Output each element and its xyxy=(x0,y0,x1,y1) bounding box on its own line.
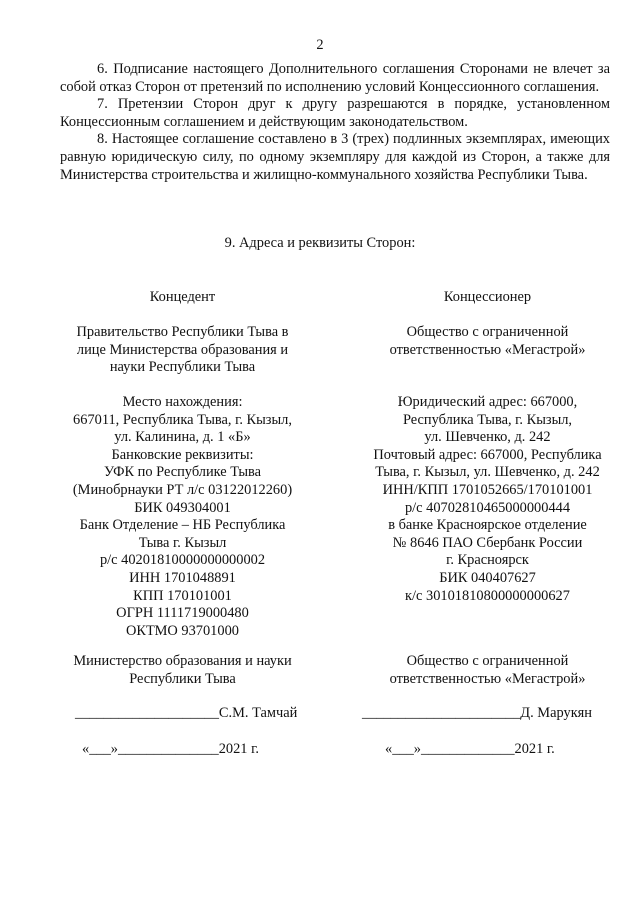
right-signer-org-line: ответственностью «Мегастрой» xyxy=(389,670,586,687)
right-signature-date: «___»_____________2021 г. xyxy=(385,741,555,757)
left-signature-date: «___»______________2021 г. xyxy=(82,741,259,757)
left-detail-line: Банк Отделение – НБ Республика xyxy=(79,517,286,534)
right-detail-line: Республика Тыва, г. Кызыл, xyxy=(402,411,573,428)
left-detail-line: Банковские реквизиты: xyxy=(111,446,254,463)
left-detail-line: ИНН 1701048891 xyxy=(129,569,236,586)
left-party-details xyxy=(45,394,320,640)
right-signer-org-line: Общество с ограниченной xyxy=(406,653,569,669)
left-detail-line: БИК 049304001 xyxy=(134,499,231,516)
left-detail-line: Тыва г. Кызыл xyxy=(138,534,227,551)
section-title: 9. Адреса и реквизиты Сторон: xyxy=(224,235,416,251)
paragraph-7: 7. Претензии Сторон друг к другу разрешаются в порядке, установленном Концессионным соглашением и действующим законодательством. xyxy=(60,96,610,130)
right-party-role: Концессионер xyxy=(443,289,532,305)
left-detail-line: ОКТМО 93701000 xyxy=(126,622,239,639)
left-detail-line: 667011, Республика Тыва, г. Кызыл, xyxy=(73,411,292,428)
left-signer-org-line: Республики Тыва xyxy=(129,670,236,687)
left-detail-line: ул. Калинина, д. 1 «Б» xyxy=(114,429,251,446)
paragraph-8: 8. Настоящее соглашение составлено в 3 (трех) подлинных экземплярах, имеющих равную юридическую силу, по одному экземпляру для каждой из Сторон, а также для Министерства строительства и жилищно-коммунального хозяйства Республики Тыва. xyxy=(60,131,610,183)
closing-provisions xyxy=(60,61,610,184)
left-party-role: Концедент xyxy=(149,289,216,305)
right-party-name-line: Общество с ограниченной xyxy=(406,324,569,340)
left-detail-line: Место нахождения: xyxy=(122,394,243,410)
right-detail-line: ИНН/КПП 1701052665/170101001 xyxy=(382,481,593,498)
left-signer-org xyxy=(45,653,320,688)
page-number: 2 xyxy=(316,37,324,53)
right-detail-line: в банке Красноярское отделение xyxy=(388,517,587,534)
left-party-name-line: науки Республики Тыва xyxy=(109,359,256,376)
left-detail-line: р/с 40201810000000000002 xyxy=(99,552,266,569)
left-party-name-line: лице Министерства образования и xyxy=(76,341,289,358)
right-party-details xyxy=(340,394,635,605)
left-signature-line: ____________________С.М. Тамчай xyxy=(75,705,298,721)
right-detail-line: БИК 040407627 xyxy=(439,569,536,586)
right-detail-line: Юридический адрес: 667000, xyxy=(397,394,578,410)
left-party-name xyxy=(45,324,320,377)
right-detail-line: р/с 40702810465000000444 xyxy=(404,499,571,516)
paragraph-6: 6. Подписание настоящего Дополнительного соглашения Сторонами не влечет за собой отказ Сторон от претензий по исполнению условий Концессионного соглашения. xyxy=(60,61,610,95)
right-signature-line: ______________________Д. Марукян xyxy=(362,705,593,721)
right-detail-line: Почтовый адрес: 667000, Республика xyxy=(373,446,602,463)
left-detail-line: (Минобрнауки РТ л/с 03122012260) xyxy=(72,481,293,498)
right-detail-line: № 8646 ПАО Сбербанк России xyxy=(392,534,583,551)
right-detail-line: к/с 30101810800000000627 xyxy=(405,587,570,604)
right-signer-org xyxy=(340,653,635,688)
right-detail-line: Тыва, г. Кызыл, ул. Шевченко, д. 242 xyxy=(375,464,600,481)
right-party-name-line: ответственностью «Мегастрой» xyxy=(389,341,586,358)
left-signer-org-line: Министерство образования и науки xyxy=(73,653,292,669)
right-detail-line: г. Красноярск xyxy=(446,552,529,569)
left-detail-line: УФК по Республике Тыва xyxy=(103,464,262,481)
right-party-name xyxy=(340,324,635,359)
right-detail-line: ул. Шевченко, д. 242 xyxy=(424,429,551,446)
left-detail-line: КПП 170101001 xyxy=(133,587,232,604)
left-party-name-line: Правительство Республики Тыва в xyxy=(76,324,289,340)
left-detail-line: ОГРН 1111719000480 xyxy=(116,605,249,622)
